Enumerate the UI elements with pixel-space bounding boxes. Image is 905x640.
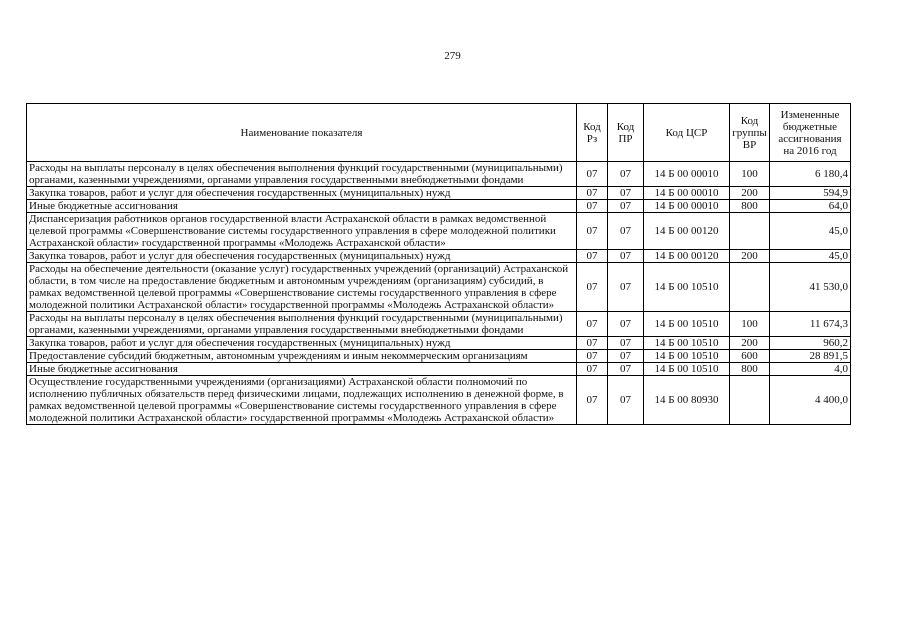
table-row [27,213,851,250]
row-name: Закупка товаров, работ и услуг для обеспечения государственных (муниципальных) нужд [27,337,577,350]
row-csr: 14 Б 00 10510 [644,312,730,337]
row-name: Расходы на обеспечение деятельности (оказание услуг) государственных учреждений (организаций) Астраханской области, в том числе на предоставление бюджетным и автономным учреждениям (организациям) субсидий, в рамках ведомственной целевой программы «Совершенствование системы государственного управления в сфере молодежной политики Астраханской области» государственной программы «Молодежь Астраханской области» [27,263,577,312]
row-name: Расходы на выплаты персоналу в целях обеспечения выполнения функций государственными (муниципальными) органами, казенными учреждениями, органами управления государственными внебюджетными фондами [27,162,577,187]
budget-table [26,103,851,425]
row-vr [730,263,770,312]
row-pr: 07 [608,350,644,363]
row-pr: 07 [608,312,644,337]
row-vr: 800 [730,200,770,213]
table-body [27,162,851,425]
row-vr: 100 [730,162,770,187]
row-csr: 14 Б 00 80930 [644,376,730,425]
table-row [27,337,851,350]
row-name: Иные бюджетные ассигнования [27,200,577,213]
row-name: Иные бюджетные ассигнования [27,363,577,376]
row-vr: 200 [730,337,770,350]
header-pr: Код ПР [608,104,644,162]
row-amount: 960,2 [770,337,851,350]
row-pr: 07 [608,162,644,187]
row-csr: 14 Б 00 10510 [644,363,730,376]
table-row [27,350,851,363]
row-rz: 07 [577,200,608,213]
table-row [27,376,851,425]
table-header-row [27,104,851,162]
table-row [27,312,851,337]
row-name: Диспансеризация работников органов государственной власти Астраханской области в рамках ведомственной целевой программы «Совершенствование системы государственного управления в сфере молодежной политики Астраханской области» государственной программы «Молодежь Астраханской области» [27,213,577,250]
row-amount: 45,0 [770,213,851,250]
header-rz: Код Рз [577,104,608,162]
row-csr: 14 Б 00 10510 [644,263,730,312]
row-name: Предоставление субсидий бюджетным, автономным учреждениям и иным некоммерческим организациям [27,350,577,363]
header-vr: Код группы ВР [730,104,770,162]
page-number: 279 [444,50,461,62]
row-pr: 07 [608,263,644,312]
row-vr: 200 [730,250,770,263]
row-csr: 14 Б 00 00010 [644,200,730,213]
row-csr: 14 Б 00 00010 [644,187,730,200]
row-vr: 600 [730,350,770,363]
row-pr: 07 [608,213,644,250]
row-pr: 07 [608,376,644,425]
row-pr: 07 [608,200,644,213]
row-pr: 07 [608,363,644,376]
header-amount: Измененные бюджетные ассигнования на 2016 год [770,104,851,162]
header-name: Наименование показателя [27,104,577,162]
table-row [27,162,851,187]
row-pr: 07 [608,337,644,350]
table-row [27,250,851,263]
row-amount: 41 530,0 [770,263,851,312]
row-vr [730,213,770,250]
row-pr: 07 [608,187,644,200]
row-vr: 800 [730,363,770,376]
row-amount: 45,0 [770,250,851,263]
row-amount: 594,9 [770,187,851,200]
row-pr: 07 [608,250,644,263]
row-name: Расходы на выплаты персоналу в целях обеспечения выполнения функций государственными (муниципальными) органами, казенными учреждениями, органами управления государственными внебюджетными фондами [27,312,577,337]
row-amount: 11 674,3 [770,312,851,337]
table-row [27,187,851,200]
row-amount: 28 891,5 [770,350,851,363]
row-rz: 07 [577,250,608,263]
row-csr: 14 Б 00 10510 [644,350,730,363]
row-rz: 07 [577,337,608,350]
row-rz: 07 [577,376,608,425]
row-csr: 14 Б 00 00010 [644,162,730,187]
row-name: Закупка товаров, работ и услуг для обеспечения государственных (муниципальных) нужд [27,250,577,263]
row-rz: 07 [577,162,608,187]
row-csr: 14 Б 00 10510 [644,337,730,350]
table-row [27,363,851,376]
row-rz: 07 [577,350,608,363]
row-rz: 07 [577,263,608,312]
header-csr: Код ЦСР [644,104,730,162]
table-row [27,263,851,312]
row-csr: 14 Б 00 00120 [644,250,730,263]
row-name: Осуществление государственными учреждениями (организациями) Астраханской области полномочий по исполнению публичных обязательств перед физическими лицами, подлежащих исполнению в денежной форме, в рамках ведомственной целевой программы «Совершенствование системы государственного управления в сфере молодежной политики Астраханской области» государственной программы «Молодежь Астраханской области» [27,376,577,425]
table-row [27,200,851,213]
row-rz: 07 [577,312,608,337]
row-rz: 07 [577,187,608,200]
row-name: Закупка товаров, работ и услуг для обеспечения государственных (муниципальных) нужд [27,187,577,200]
row-amount: 64,0 [770,200,851,213]
row-csr: 14 Б 00 00120 [644,213,730,250]
row-vr [730,376,770,425]
row-vr: 100 [730,312,770,337]
row-amount: 6 180,4 [770,162,851,187]
row-amount: 4,0 [770,363,851,376]
row-amount: 4 400,0 [770,376,851,425]
row-rz: 07 [577,363,608,376]
row-rz: 07 [577,213,608,250]
row-vr: 200 [730,187,770,200]
